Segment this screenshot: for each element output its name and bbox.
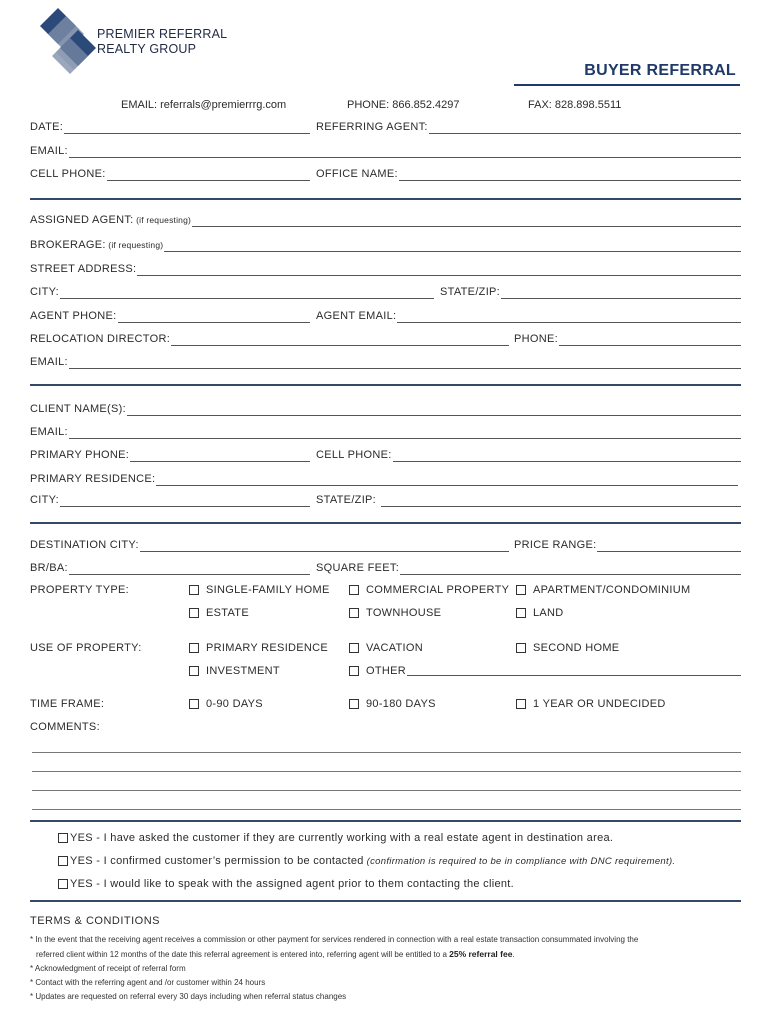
- relocation-phone-field[interactable]: [514, 332, 741, 346]
- br-ba-field[interactable]: [30, 561, 310, 575]
- destination-city-label: DESTINATION CITY:: [30, 539, 139, 551]
- checkbox-icon[interactable]: [189, 585, 199, 595]
- client-cell-phone-field[interactable]: [316, 448, 741, 462]
- assigned-agent-field[interactable]: [30, 213, 741, 227]
- checkbox-icon[interactable]: [58, 879, 68, 889]
- comments-label: COMMENTS:: [30, 721, 100, 733]
- comments-line[interactable]: [32, 809, 741, 810]
- client-state-zip-field[interactable]: [316, 493, 741, 507]
- price-range-label: PRICE RANGE:: [514, 539, 597, 551]
- primary-residence-field[interactable]: [30, 472, 738, 486]
- street-address-label: STREET ADDRESS:: [30, 263, 137, 275]
- agent-phone-label: AGENT PHONE:: [30, 310, 117, 322]
- date-label: DATE:: [30, 121, 64, 133]
- ack-contact-permission[interactable]: YES - I confirmed customer’s permission to be contacted (confirmation is required to be in compliance with DNC requirement).: [58, 855, 675, 867]
- property-type-label: PROPERTY TYPE:: [30, 584, 129, 596]
- office-name-field[interactable]: [316, 167, 741, 181]
- client-state-zip-label: STATE/ZIP:: [316, 494, 377, 506]
- agent-state-zip-field[interactable]: [440, 285, 741, 299]
- term-updates: * Updates are requested on referral every 30 days including when referral status changes: [30, 992, 347, 1001]
- client-cell-phone-label: CELL PHONE:: [316, 449, 392, 461]
- checkbox-icon[interactable]: [349, 699, 359, 709]
- square-feet-field[interactable]: [316, 561, 741, 575]
- checkbox-icon[interactable]: [516, 699, 526, 709]
- client-names-field[interactable]: [30, 402, 741, 416]
- brand-name: [97, 27, 227, 57]
- checkbox-second-home[interactable]: SECOND HOME: [516, 642, 619, 654]
- checkbox-1-year-or-undecided[interactable]: 1 YEAR OR UNDECIDED: [516, 698, 666, 710]
- checkbox-estate[interactable]: ESTATE: [189, 607, 249, 619]
- terms-heading: TERMS & CONDITIONS: [30, 915, 161, 927]
- checkbox-single-family-home[interactable]: SINGLE-FAMILY HOME: [189, 584, 330, 596]
- checkbox-icon[interactable]: [349, 666, 359, 676]
- destination-city-field[interactable]: [30, 538, 509, 552]
- primary-phone-field[interactable]: [30, 448, 310, 462]
- contact-email: EMAIL: referrals@premierrrg.com: [121, 99, 287, 111]
- date-field[interactable]: [30, 120, 310, 134]
- comments-line[interactable]: [32, 790, 741, 791]
- client-email-field[interactable]: [30, 425, 741, 439]
- relocation-director-label: RELOCATION DIRECTOR:: [30, 333, 171, 345]
- br-ba-label: BR/BA:: [30, 562, 68, 574]
- street-address-field[interactable]: [30, 262, 741, 276]
- contact-row: [0, 99, 770, 113]
- brand-line-1: PREMIER REFERRAL: [97, 27, 228, 41]
- brokerage-label: BROKERAGE: (if requesting): [30, 239, 164, 251]
- agent-email-field[interactable]: [316, 309, 741, 323]
- checkbox-vacation[interactable]: VACATION: [349, 642, 423, 654]
- use-of-property-label: USE OF PROPERTY:: [30, 642, 142, 654]
- checkbox-icon[interactable]: [189, 643, 199, 653]
- section-divider: [30, 900, 741, 902]
- referral-fee: 25% referral fee: [449, 949, 513, 959]
- checkbox-icon[interactable]: [58, 856, 68, 866]
- ack-agent-check[interactable]: YES - I have asked the customer if they are currently working with a real estate agent in destination area.: [58, 832, 613, 844]
- section-divider: [30, 198, 741, 200]
- title-rule: [514, 84, 740, 86]
- client-city-label: CITY:: [30, 494, 60, 506]
- contact-phone: PHONE: 866.852.4297: [347, 99, 460, 111]
- agent-email-label: AGENT EMAIL:: [316, 310, 397, 322]
- checkbox-commercial-property[interactable]: COMMERCIAL PROPERTY: [349, 584, 509, 596]
- primary-phone-label: PRIMARY PHONE:: [30, 449, 130, 461]
- checkbox-90-180-days[interactable]: 90-180 DAYS: [349, 698, 436, 710]
- client-names-label: CLIENT NAME(S):: [30, 403, 126, 415]
- brokerage-note: (if requesting): [105, 240, 164, 250]
- client-city-field[interactable]: [30, 493, 310, 507]
- comments-line[interactable]: [32, 771, 741, 772]
- comments-line[interactable]: [32, 752, 741, 753]
- stacked-s-logo-icon: [38, 8, 98, 74]
- terms-list: [30, 933, 730, 1004]
- term-commission: * In the event that the receiving agent receives a commission or other payment for services rendered in connection with a real estate transaction consummated involving the: [30, 935, 639, 944]
- checkbox-investment[interactable]: INVESTMENT: [189, 665, 280, 677]
- agent-state-zip-label: STATE/ZIP:: [440, 286, 501, 298]
- checkbox-primary-residence[interactable]: PRIMARY RESIDENCE: [189, 642, 328, 654]
- checkbox-apartment-condominium[interactable]: APARTMENT/CONDOMINIUM: [516, 584, 690, 596]
- brokerage-field[interactable]: [30, 238, 741, 252]
- square-feet-label: SQUARE FEET:: [316, 562, 400, 574]
- checkbox-icon[interactable]: [349, 643, 359, 653]
- checkbox-icon[interactable]: [189, 608, 199, 618]
- relocation-email-label: EMAIL:: [30, 356, 68, 368]
- checkbox-icon[interactable]: [516, 585, 526, 595]
- agent-city-label: CITY:: [30, 286, 60, 298]
- term-acknowledgment: * Acknowledgment of receipt of referral form: [30, 964, 186, 973]
- referring-email-field[interactable]: [30, 144, 741, 158]
- contact-fax: FAX: 828.898.5511: [528, 99, 622, 111]
- office-name-label: OFFICE NAME:: [316, 168, 398, 180]
- relocation-director-field[interactable]: [30, 332, 509, 346]
- checkbox-icon[interactable]: [189, 666, 199, 676]
- checkbox-icon[interactable]: [349, 585, 359, 595]
- section-divider: [30, 820, 741, 822]
- assigned-agent-note: (if requesting): [133, 215, 192, 225]
- other-input-line[interactable]: [407, 666, 741, 676]
- checkbox-icon[interactable]: [349, 608, 359, 618]
- assigned-agent-label: ASSIGNED AGENT: (if requesting): [30, 214, 192, 226]
- agent-phone-field[interactable]: [30, 309, 310, 323]
- agent-city-field[interactable]: [30, 285, 434, 299]
- brand-line-2: REALTY GROUP: [97, 42, 197, 56]
- dnc-note: (confirmation is required to be in compliance with DNC requirement).: [366, 855, 676, 867]
- ack-speak-with-agent[interactable]: YES - I would like to speak with the assigned agent prior to them contacting the client.: [58, 878, 514, 890]
- checkbox-0-90-days[interactable]: 0-90 DAYS: [189, 698, 263, 710]
- cell-phone-label: CELL PHONE:: [30, 168, 106, 180]
- term-commission-cont: referred client within 12 months of the date this referral agreement is entered into, referring agent will be entitled to a 25% referral fee.: [36, 949, 515, 959]
- document-title: BUYER REFERRAL: [584, 62, 736, 79]
- referring-agent-label: REFERRING AGENT:: [316, 121, 428, 133]
- primary-residence-label: PRIMARY RESIDENCE:: [30, 473, 156, 485]
- checkbox-icon[interactable]: [189, 699, 199, 709]
- checkbox-other[interactable]: OTHER: [349, 665, 741, 677]
- checkbox-icon[interactable]: [516, 643, 526, 653]
- checkbox-land[interactable]: LAND: [516, 607, 564, 619]
- referring-email-label: EMAIL:: [30, 145, 68, 157]
- referring-agent-field[interactable]: [316, 120, 741, 134]
- checkbox-townhouse[interactable]: TOWNHOUSE: [349, 607, 441, 619]
- time-frame-label: TIME FRAME:: [30, 698, 105, 710]
- client-email-label: EMAIL:: [30, 426, 68, 438]
- section-divider: [30, 522, 741, 524]
- section-divider: [30, 384, 741, 386]
- cell-phone-field[interactable]: [30, 167, 310, 181]
- price-range-field[interactable]: [514, 538, 741, 552]
- checkbox-icon[interactable]: [58, 833, 68, 843]
- checkbox-icon[interactable]: [516, 608, 526, 618]
- relocation-phone-label: PHONE:: [514, 333, 558, 345]
- term-contact: * Contact with the referring agent and /or customer within 24 hours: [30, 978, 266, 987]
- relocation-email-field[interactable]: [30, 355, 741, 369]
